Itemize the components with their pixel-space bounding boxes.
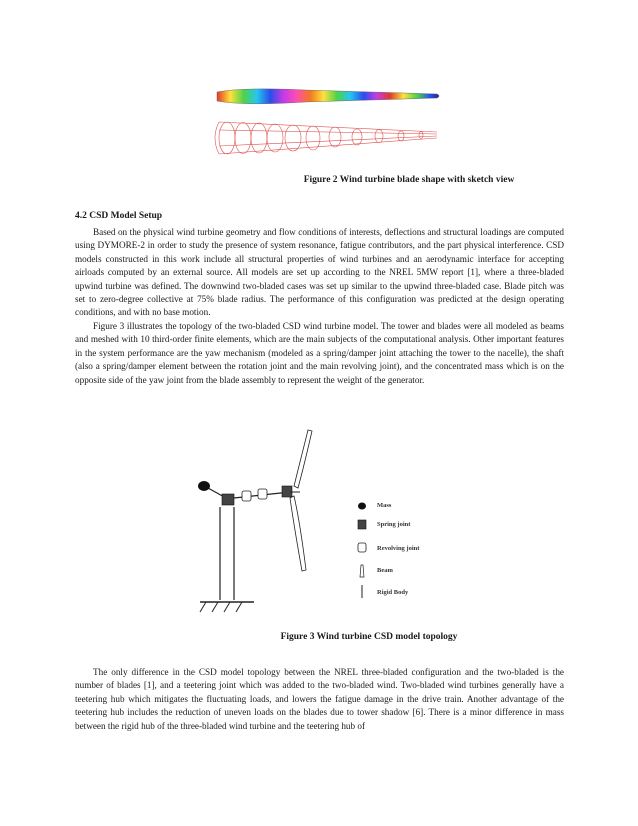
legend-spring-joint: Spring joint [377, 521, 411, 528]
legend-rigid-body: Rigid Body [377, 589, 409, 596]
section-heading: 4.2 CSD Model Setup [75, 211, 163, 221]
figure-2-blade-image [205, 84, 445, 174]
paragraph-3: The only difference in the CSD model topology between the NREL three-bladed configuration and the two-bladed is the number of blades [1], and a teetering joint which was added to the two-bladed wind. Two-bladed wind turbines generally have a teetering hub which mitigates the fluctuating loads, and lowers the fatigue damage in the drive train. Another advantage of the teetering hub includes the reduction of uneven loads on the blades due to tower shadow [6]. There is a minor difference in mass between the rigid hub of the three-bladed wind turbine and the teetering hub of [75, 667, 564, 731]
legend-mass: Mass [377, 502, 392, 509]
paragraph-1: Based on the physical wind turbine geometry and flow conditions of interests, deflections and structural loadings are computed using DYMORE-2 in order to study the presence of system resonance, fatigue contributors, and the part physical interference. CSD models constructed in this work include all structural properties of wind turbines and an aerodynamic interface for accepting airloads computed by an external source. All models are set up according to the NREL 5MW report [1], where a three-bladed upwind turbine was defined. The downwind two-bladed cases was set up similar to the upwind three-bladed case. Blade pitch was set to zero-degree collective at 75% blade radius. The performance of this configuration was predicted at the design operating conditions, and with no base motion. [75, 227, 564, 318]
figure-3-caption: Figure 3 Wind turbine CSD model topology [280, 632, 458, 642]
legend-beam: Beam [377, 567, 393, 574]
figure-3-topology-diagram [190, 422, 470, 617]
legend-revolving-joint: Revolving joint [377, 545, 420, 552]
paragraph-2: Figure 3 illustrates the topology of the two-bladed CSD wind turbine model. The tower and blades were all modeled as beams and meshed with 10 third-order finite elements, which are the main subjects of the computational analysis. Other important features in the system performance are the yaw mechanism (modeled as a spring/damper joint attaching the tower to the nacelle), the shaft (also a spring/damper element between the rotation joint and the main revolving joint), and the concentrated mass which is on the opposite side of the yaw joint from the blade assembly to represent the weight of the generator. [75, 321, 564, 385]
figure-2-caption: Figure 2 Wind turbine blade shape with sketch view [303, 175, 515, 185]
